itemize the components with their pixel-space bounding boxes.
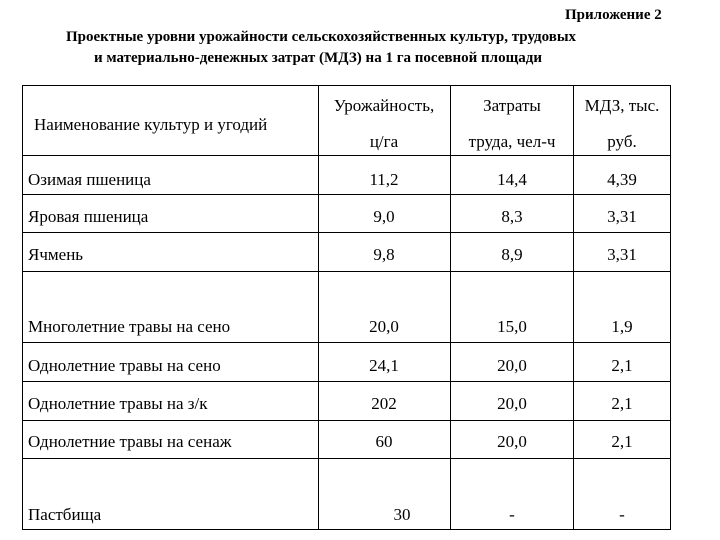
table-border-left xyxy=(22,85,23,530)
row-yield-annual-green-fodder: 202 xyxy=(371,394,397,413)
row-separator xyxy=(22,420,671,421)
column-header-yield-unit: ц/га xyxy=(369,132,399,151)
table-border-right xyxy=(670,85,671,530)
row-mdz-pastures: - xyxy=(619,505,625,524)
row-mdz-spring-wheat: 3,31 xyxy=(607,207,637,226)
row-name-annual-green-fodder: Однолетние травы на з/к xyxy=(28,394,208,413)
row-name-pastures: Пастбища xyxy=(28,505,102,524)
column-header-mdz: МДЗ, тыс. xyxy=(584,96,660,115)
row-labor-pastures: - xyxy=(509,505,515,524)
table-border-bottom xyxy=(22,529,671,530)
row-labor-winter-wheat: 14,4 xyxy=(497,170,527,189)
row-separator xyxy=(22,342,671,343)
row-name-annual-hay: Однолетние травы на сено xyxy=(28,356,221,375)
row-labor-barley: 8,9 xyxy=(501,245,523,264)
row-separator xyxy=(22,271,671,272)
table-border-top xyxy=(22,85,671,86)
row-name-annual-haylage: Однолетние травы на сенаж xyxy=(28,432,232,451)
row-separator xyxy=(22,381,671,382)
row-yield-pastures: 30 xyxy=(393,505,411,524)
row-yield-barley: 9,8 xyxy=(373,245,395,264)
row-yield-spring-wheat: 9,0 xyxy=(373,207,395,226)
table-title-line-1: Проектные уровни урожайности сельскохозяйственных культур, трудовых xyxy=(66,29,577,45)
row-separator xyxy=(22,232,671,233)
row-mdz-winter-wheat: 4,39 xyxy=(607,170,637,189)
row-name-winter-wheat: Озимая пшеница xyxy=(28,170,151,189)
row-labor-spring-wheat: 8,3 xyxy=(501,207,523,226)
row-name-spring-wheat: Яровая пшеница xyxy=(28,207,149,226)
row-separator xyxy=(22,458,671,459)
row-yield-winter-wheat: 11,2 xyxy=(369,170,399,189)
table-header-separator xyxy=(22,155,671,156)
row-yield-perennial-hay: 20,0 xyxy=(369,317,399,336)
appendix-label: Приложение 2 xyxy=(565,7,662,23)
row-mdz-annual-haylage: 2,1 xyxy=(611,432,633,451)
row-yield-annual-hay: 24,1 xyxy=(369,356,399,375)
row-mdz-perennial-hay: 1,9 xyxy=(611,317,633,336)
row-name-barley: Ячмень xyxy=(28,245,84,264)
column-header-yield: Урожайность, xyxy=(333,96,435,115)
row-labor-perennial-hay: 15,0 xyxy=(497,317,527,336)
row-labor-annual-haylage: 20,0 xyxy=(497,432,527,451)
row-mdz-annual-green-fodder: 2,1 xyxy=(611,394,633,413)
row-mdz-barley: 3,31 xyxy=(607,245,637,264)
row-labor-annual-green-fodder: 20,0 xyxy=(497,394,527,413)
row-yield-annual-haylage: 60 xyxy=(375,432,393,451)
row-separator xyxy=(22,194,671,195)
column-header-mdz-unit: руб. xyxy=(607,132,637,151)
column-header-name: Наименование культур и угодий xyxy=(34,115,268,134)
table-title-line-2: и материально-денежных затрат (МДЗ) на 1 га посевной площади xyxy=(94,50,542,66)
row-labor-annual-hay: 20,0 xyxy=(497,356,527,375)
row-name-perennial-hay: Многолетние травы на сено xyxy=(28,317,231,336)
row-mdz-annual-hay: 2,1 xyxy=(611,356,633,375)
column-header-labor-unit: труда, чел-ч xyxy=(468,132,556,151)
column-header-labor: Затраты xyxy=(483,96,541,115)
